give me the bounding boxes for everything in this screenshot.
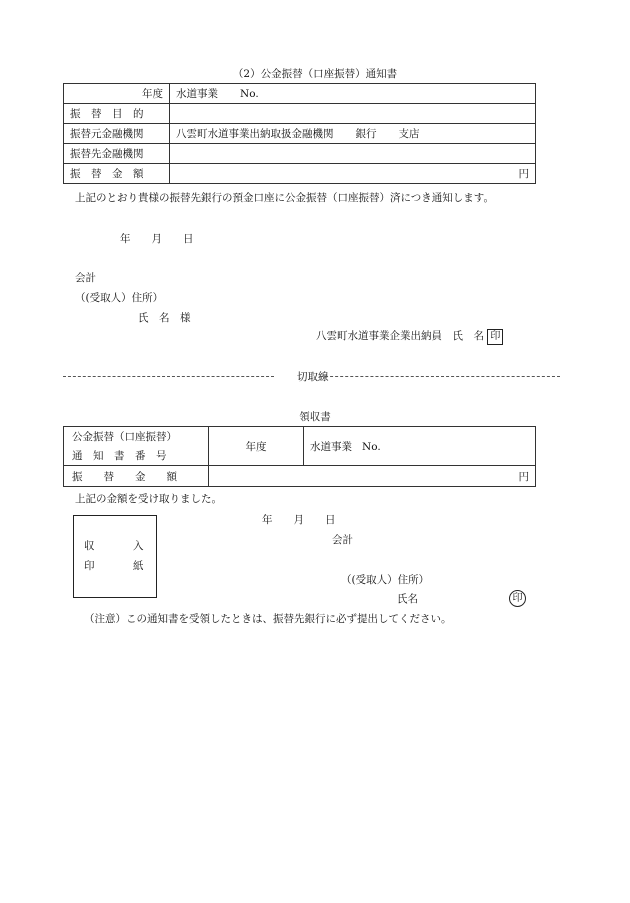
receipt-recipient-name: 氏名 bbox=[397, 593, 418, 605]
cutline-right bbox=[320, 376, 560, 377]
receipt-accounting: 会計 bbox=[332, 534, 353, 546]
source-bank-cell bbox=[170, 124, 536, 144]
receipt-fiscal-year-label: 年度 bbox=[209, 427, 304, 466]
source-bank-branch: 支店 bbox=[398, 128, 420, 140]
source-bank-label: 振替元金融機関 bbox=[64, 124, 170, 144]
dest-bank-row bbox=[64, 144, 536, 164]
receipt-amount-row bbox=[64, 466, 536, 487]
receipt-fiscal-year-cell bbox=[304, 427, 536, 466]
source-bank-value: 八雲町水道事業出納取扱金融機関 bbox=[176, 128, 334, 140]
fiscal-year-cell bbox=[170, 84, 536, 104]
seal-circle-char: 印 bbox=[509, 590, 526, 607]
stamp-char-1: 収 bbox=[84, 540, 95, 552]
notice-title: （2）公金振替（口座振替）通知書 bbox=[232, 68, 398, 80]
receipt-fiscal-year-no: No. bbox=[362, 440, 381, 453]
seal-square: 印 bbox=[487, 329, 503, 345]
notice-no-label-2: 通 知 書 番 号 bbox=[72, 450, 167, 462]
revenue-stamp-box bbox=[73, 515, 157, 598]
receipt-date: 年 月 日 bbox=[262, 514, 336, 526]
notice-recipient-address: （(受取人）住所） bbox=[75, 292, 164, 304]
notice-accounting: 会計 bbox=[75, 272, 96, 284]
notice-statement: 上記のとおり貴様の振替先銀行の預金口座に公金振替（口座振替）済につき通知します。 bbox=[75, 192, 494, 204]
source-bank-bank: 銀行 bbox=[355, 128, 377, 140]
purpose-row bbox=[64, 104, 536, 124]
purpose-value bbox=[170, 104, 536, 124]
cutline-label: 切取線 bbox=[297, 371, 329, 383]
receipt-title: 領収書 bbox=[299, 411, 331, 423]
receipt-amount-label: 振 替 金 額 bbox=[64, 466, 209, 487]
receipt-fiscal-year-value: 水道事業 bbox=[310, 440, 352, 453]
receipt-note: （注意）この通知書を受領したときは、振替先銀行に必ず提出してください。 bbox=[84, 613, 452, 625]
source-bank-row bbox=[64, 124, 536, 144]
stamp-char-4: 紙 bbox=[133, 560, 144, 572]
receipt-notice-row bbox=[64, 427, 536, 466]
amount-row bbox=[64, 164, 536, 184]
receipt-statement: 上記の金額を受け取りました。 bbox=[75, 493, 222, 505]
fiscal-year-label: 年度 bbox=[64, 84, 170, 104]
notice-issuer: 八雲町水道事業企業出納員 氏 名 bbox=[316, 330, 484, 342]
receipt-amount-unit: 円 bbox=[209, 466, 536, 487]
receipt-recipient-address: （(受取人）住所） bbox=[341, 574, 430, 586]
notice-no-label-cell bbox=[64, 427, 209, 466]
notice-table bbox=[63, 83, 536, 184]
dest-bank-value bbox=[170, 144, 536, 164]
stamp-char-3: 印 bbox=[84, 560, 95, 572]
seal-circle bbox=[509, 590, 526, 607]
amount-unit: 円 bbox=[170, 164, 536, 184]
notice-date: 年 月 日 bbox=[120, 233, 194, 245]
stamp-char-2: 入 bbox=[133, 540, 144, 552]
fiscal-year-no: No. bbox=[240, 88, 259, 100]
fiscal-year-row bbox=[64, 84, 536, 104]
amount-label: 振 替 金 額 bbox=[64, 164, 170, 184]
fiscal-year-value: 水道事業 bbox=[176, 88, 218, 100]
purpose-label: 振 替 目 的 bbox=[64, 104, 170, 124]
notice-no-label-1: 公金振替（口座振替） bbox=[72, 431, 177, 443]
notice-recipient-name: 氏 名 様 bbox=[138, 312, 191, 324]
cutline-left bbox=[63, 376, 274, 377]
notice-issuer-line bbox=[316, 328, 503, 345]
receipt-table bbox=[63, 426, 536, 487]
dest-bank-label: 振替先金融機関 bbox=[64, 144, 170, 164]
